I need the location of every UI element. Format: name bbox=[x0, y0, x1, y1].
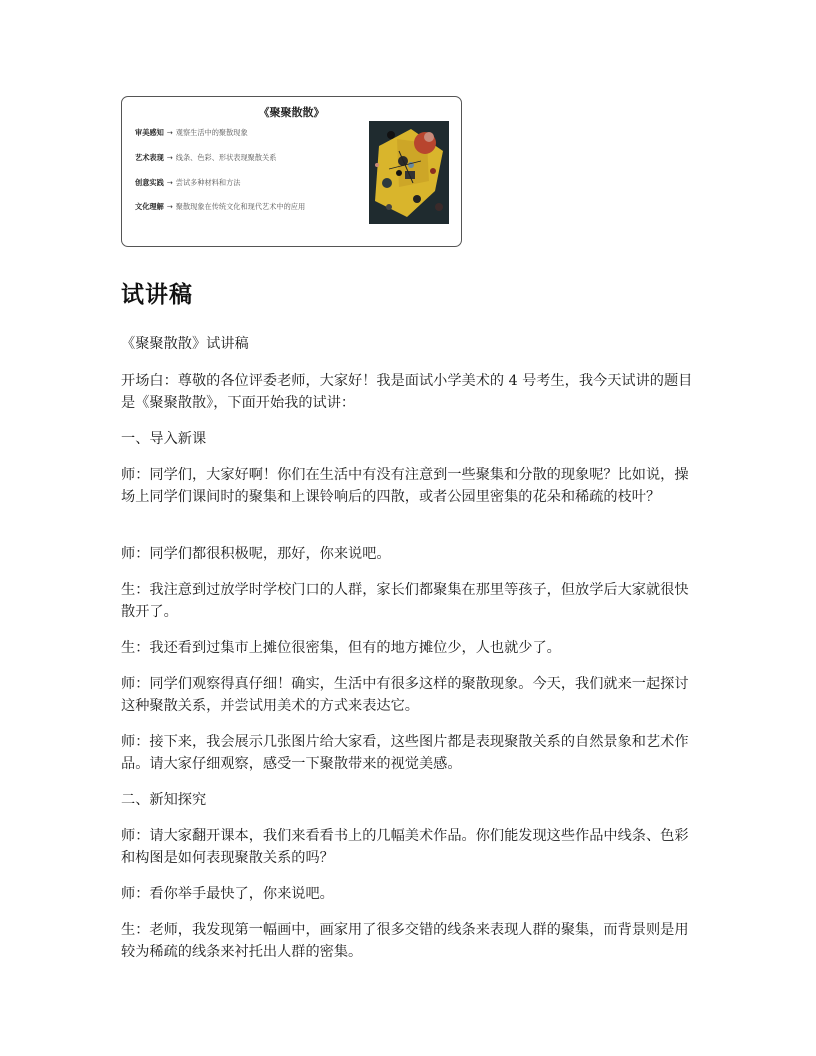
page-heading: 试讲稿 bbox=[121, 282, 193, 308]
paragraph: 师：请大家翻开课本，我们来看看书上的几幅美术作品。你们能发现这些作品中线条、色彩和构图是如何表现聚散关系的吗？ bbox=[121, 828, 689, 866]
lesson-summary-card bbox=[121, 96, 462, 247]
card-row-practice bbox=[135, 178, 241, 188]
card-title: 《聚聚散散》 bbox=[258, 106, 325, 119]
paragraph: 开场白：尊敬的各位评委老师，大家好！我是面试小学美术的 4 号考生，我今天试讲的题目是《聚聚散散》，下面开始我的试讲： bbox=[121, 373, 693, 411]
paragraph: 师：看你举手最快了，你来说吧。 bbox=[121, 886, 334, 902]
card-row-value: 线条、色彩、形状表现聚散关系 bbox=[175, 153, 277, 162]
section-heading: 一、导入新课 bbox=[121, 431, 207, 447]
paragraph: 《聚聚散散》试讲稿 bbox=[121, 336, 249, 352]
card-row-value: 聚散现象在传统文化和现代艺术中的应用 bbox=[175, 202, 306, 211]
card-row-expression bbox=[135, 153, 276, 163]
paragraph: 生：我注意到过放学时学校门口的人群，家长们都聚集在那里等孩子，但放学后大家就很快散开了。 bbox=[121, 582, 689, 620]
paragraph: 师：同学们，大家好啊！你们在生活中有没有注意到一些聚集和分散的现象呢？比如说，操场上同学们课间时的聚集和上课铃响后的四散，或者公园里密集的花朵和稀疏的枝叶？ bbox=[121, 467, 689, 505]
section-heading: 二、新知探究 bbox=[121, 792, 207, 808]
card-row-value: 观察生活中的聚散现象 bbox=[175, 128, 248, 137]
paragraph: 师：接下来，我会展示几张图片给大家看，这些图片都是表现聚散关系的自然景象和艺术作品。请大家仔细观察，感受一下聚散带来的视觉美感。 bbox=[121, 734, 689, 772]
abstract-painting-image bbox=[369, 121, 449, 224]
card-row-culture bbox=[135, 202, 305, 212]
paragraph: 师：同学们观察得真仔细！确实，生活中有很多这样的聚散现象。今天，我们就来一起探讨这种聚散关系，并尝试用美术的方式来表达它。 bbox=[121, 676, 689, 714]
card-row-key: 创意实践 bbox=[135, 178, 164, 187]
paragraph: 生：我还看到过集市上摊位很密集，但有的地方摊位少，人也就少了。 bbox=[121, 640, 561, 656]
arrow-icon: → bbox=[166, 153, 173, 162]
arrow-icon: → bbox=[166, 178, 173, 187]
card-row-key: 审美感知 bbox=[135, 128, 164, 137]
paragraph: 生：老师，我发现第一幅画中，画家用了很多交错的线条来表现人群的聚集，而背景则是用较为稀疏的线条来衬托出人群的密集。 bbox=[121, 922, 689, 960]
paragraph: 师：同学们都很积极呢，那好，你来说吧。 bbox=[121, 546, 391, 562]
card-row-value: 尝试多种材料和方法 bbox=[175, 178, 241, 187]
card-row-aesthetic bbox=[135, 128, 248, 138]
arrow-icon: → bbox=[166, 202, 173, 211]
arrow-icon: → bbox=[166, 128, 173, 137]
card-row-key: 艺术表现 bbox=[135, 153, 164, 162]
card-row-key: 文化理解 bbox=[135, 202, 164, 211]
